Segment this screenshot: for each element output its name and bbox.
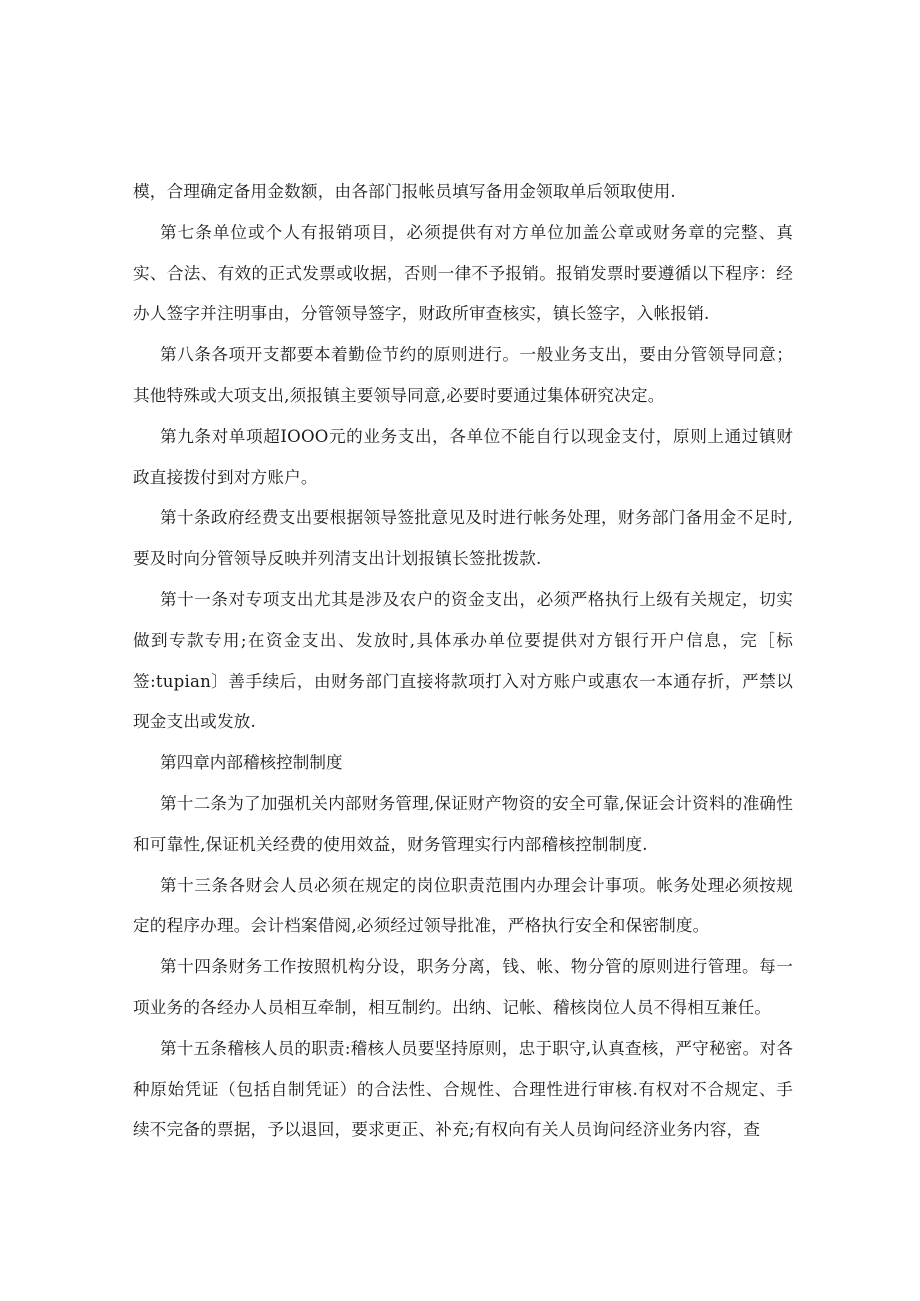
article-14: 第十四条财务工作按照机构分设，职务分离，钱、帐、物分管的原则进行管理。每一项业务的各经办人员相互牵制，相互制约。出纳、记帐、稽核岗位人员不得相互兼任。 (133, 957, 793, 1017)
article-11: 第十一条对专项支出尤其是涉及农户的资金支出，必须严格执行上级有关规定，切实做到专款专用;在资金支出、发放时,具体承办单位要提供对方银行开户信息，完［标签:tupian〕善手续后，由财务部门直接将款项打入对方账户或惠农一本通存折，严禁以现金支出或发放. (133, 589, 793, 732)
article-8: 第八条各项开支都要本着勤俭节约的原则进行。一般业务支出，要由分管领导同意；其他特殊或大项支出,须报镇主要领导同意,必要时要通过集体研究决定。 (133, 345, 793, 405)
paragraph-continuation: 模，合理确定备用金数额，由各部门报帐员填写备用金领取单后领取使用. (133, 182, 676, 201)
article-13: 第十三条各财会人员必须在规定的岗位职责范围内办理会计事项。帐务处理必须按规定的程序办理。会计档案借阅,必须经过领导批准，严格执行安全和保密制度。 (133, 875, 793, 936)
article-9: 第九条对单项超IOOO元的业务支出，各单位不能自行以现金支付，原则上通过镇财政直接拨付到对方账户。 (133, 426, 793, 487)
article-7: 第七条单位或个人有报销项目，必须提供有对方单位加盖公章或财务章的完整、真实、合法、有效的正式发票或收据，否则一律不予报销。报销发票时要遵循以下程序：经办人签字并注明事由，分管领导签字，财政所审查核实，镇长签字，入帐报销. (133, 222, 793, 324)
article-10: 第十条政府经费支出要根据领导签批意见及时进行帐务处理，财务部门备用金不足时,要及时向分管领导反映并列清支出计划报镇长签批拨款. (133, 508, 793, 569)
article-12: 第十二条为了加强机关内部财务管理,保证财产物资的安全可靠,保证会计资料的准确性和可靠性,保证机关经费的使用效益，财务管理实行内部稽核控制制度. (133, 793, 793, 854)
document-page (133, 172, 793, 1151)
chapter-4-heading: 第四章内部稽核控制制度 (160, 753, 343, 773)
article-15: 第十五条稽核人员的职责:稽核人员要坚持原则，忠于职守,认真查核，严守秘密。对各种原始凭证（包括自制凭证）的合法性、合规性、合理性进行审核.有权对不合规定、手续不完备的票据，予以退回，要求更正、补充;有权向有关人员询问经济业务内容，查 (133, 1038, 793, 1140)
